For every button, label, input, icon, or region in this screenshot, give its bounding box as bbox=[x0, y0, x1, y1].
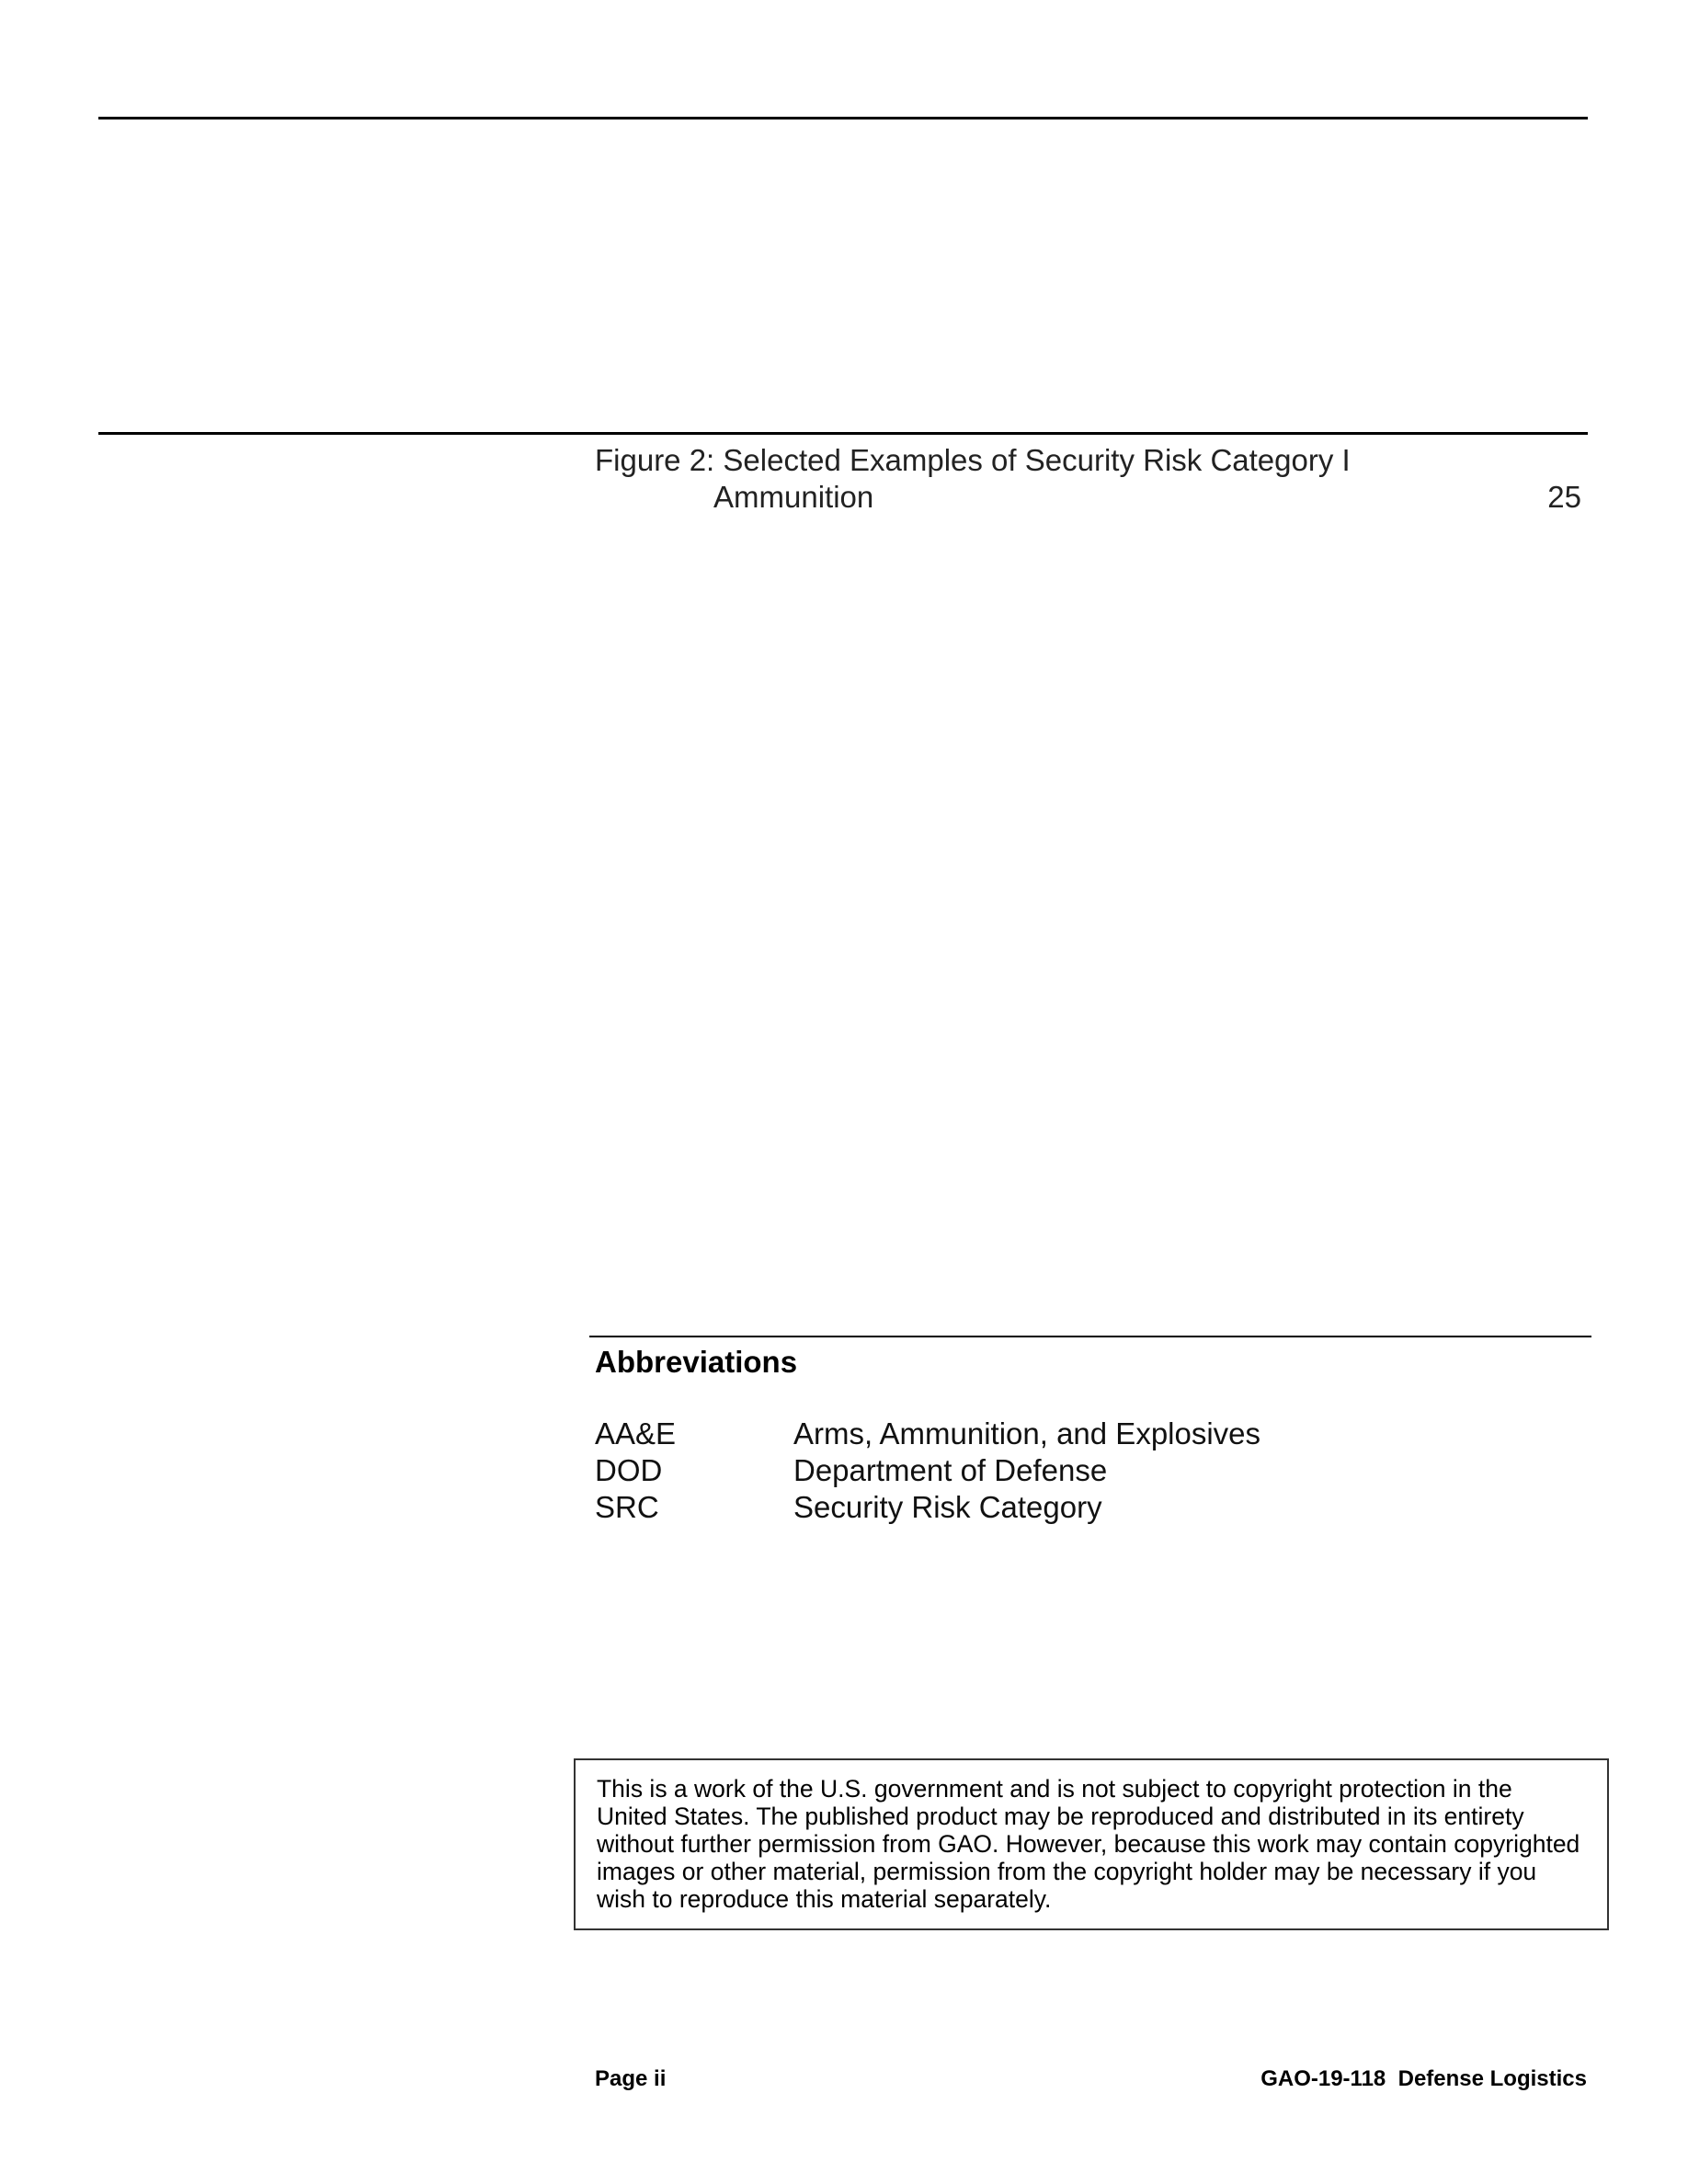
toc-figure-title-line2: Ammunition bbox=[713, 480, 874, 514]
copyright-notice-text: This is a work of the U.S. government and is not subject to copyright protection in the United States. The published product may be reproduced and distributed in its entirety without further permission from GAO. However, because this work may contain copyrighted images or other material, permission from the copyright holder may be necessary if you wish to reproduce this material separately. bbox=[597, 1775, 1580, 1913]
top-rule bbox=[98, 117, 1588, 119]
abbreviation-term: DOD bbox=[595, 1453, 663, 1487]
abbreviation-definition: Security Risk Category bbox=[793, 1490, 1102, 1524]
toc-section-rule bbox=[98, 432, 1588, 435]
abbreviation-term: SRC bbox=[595, 1490, 659, 1524]
abbreviation-row bbox=[595, 1452, 1514, 1489]
abbreviation-row bbox=[595, 1416, 1514, 1452]
abbreviations-list bbox=[595, 1416, 1514, 1526]
toc-figure-title-line1: Figure 2: Selected Examples of Security Risk Category I bbox=[595, 443, 1351, 477]
toc-figure-page-number: 25 bbox=[1547, 480, 1581, 514]
abbreviation-term: AA&E bbox=[595, 1416, 677, 1450]
abbreviation-row bbox=[595, 1489, 1514, 1526]
abbreviation-definition: Department of Defense bbox=[793, 1453, 1108, 1487]
toc-figure-entry[interactable] bbox=[595, 442, 1583, 516]
abbreviations-rule bbox=[589, 1336, 1591, 1337]
footer-report-id: GAO-19-118 Defense Logistics bbox=[1260, 2066, 1587, 2091]
abbreviations-heading: Abbreviations bbox=[595, 1345, 798, 1379]
abbreviation-definition: Arms, Ammunition, and Explosives bbox=[793, 1416, 1261, 1450]
copyright-notice-box bbox=[574, 1758, 1609, 1930]
footer-page-label: Page ii bbox=[595, 2066, 667, 2091]
